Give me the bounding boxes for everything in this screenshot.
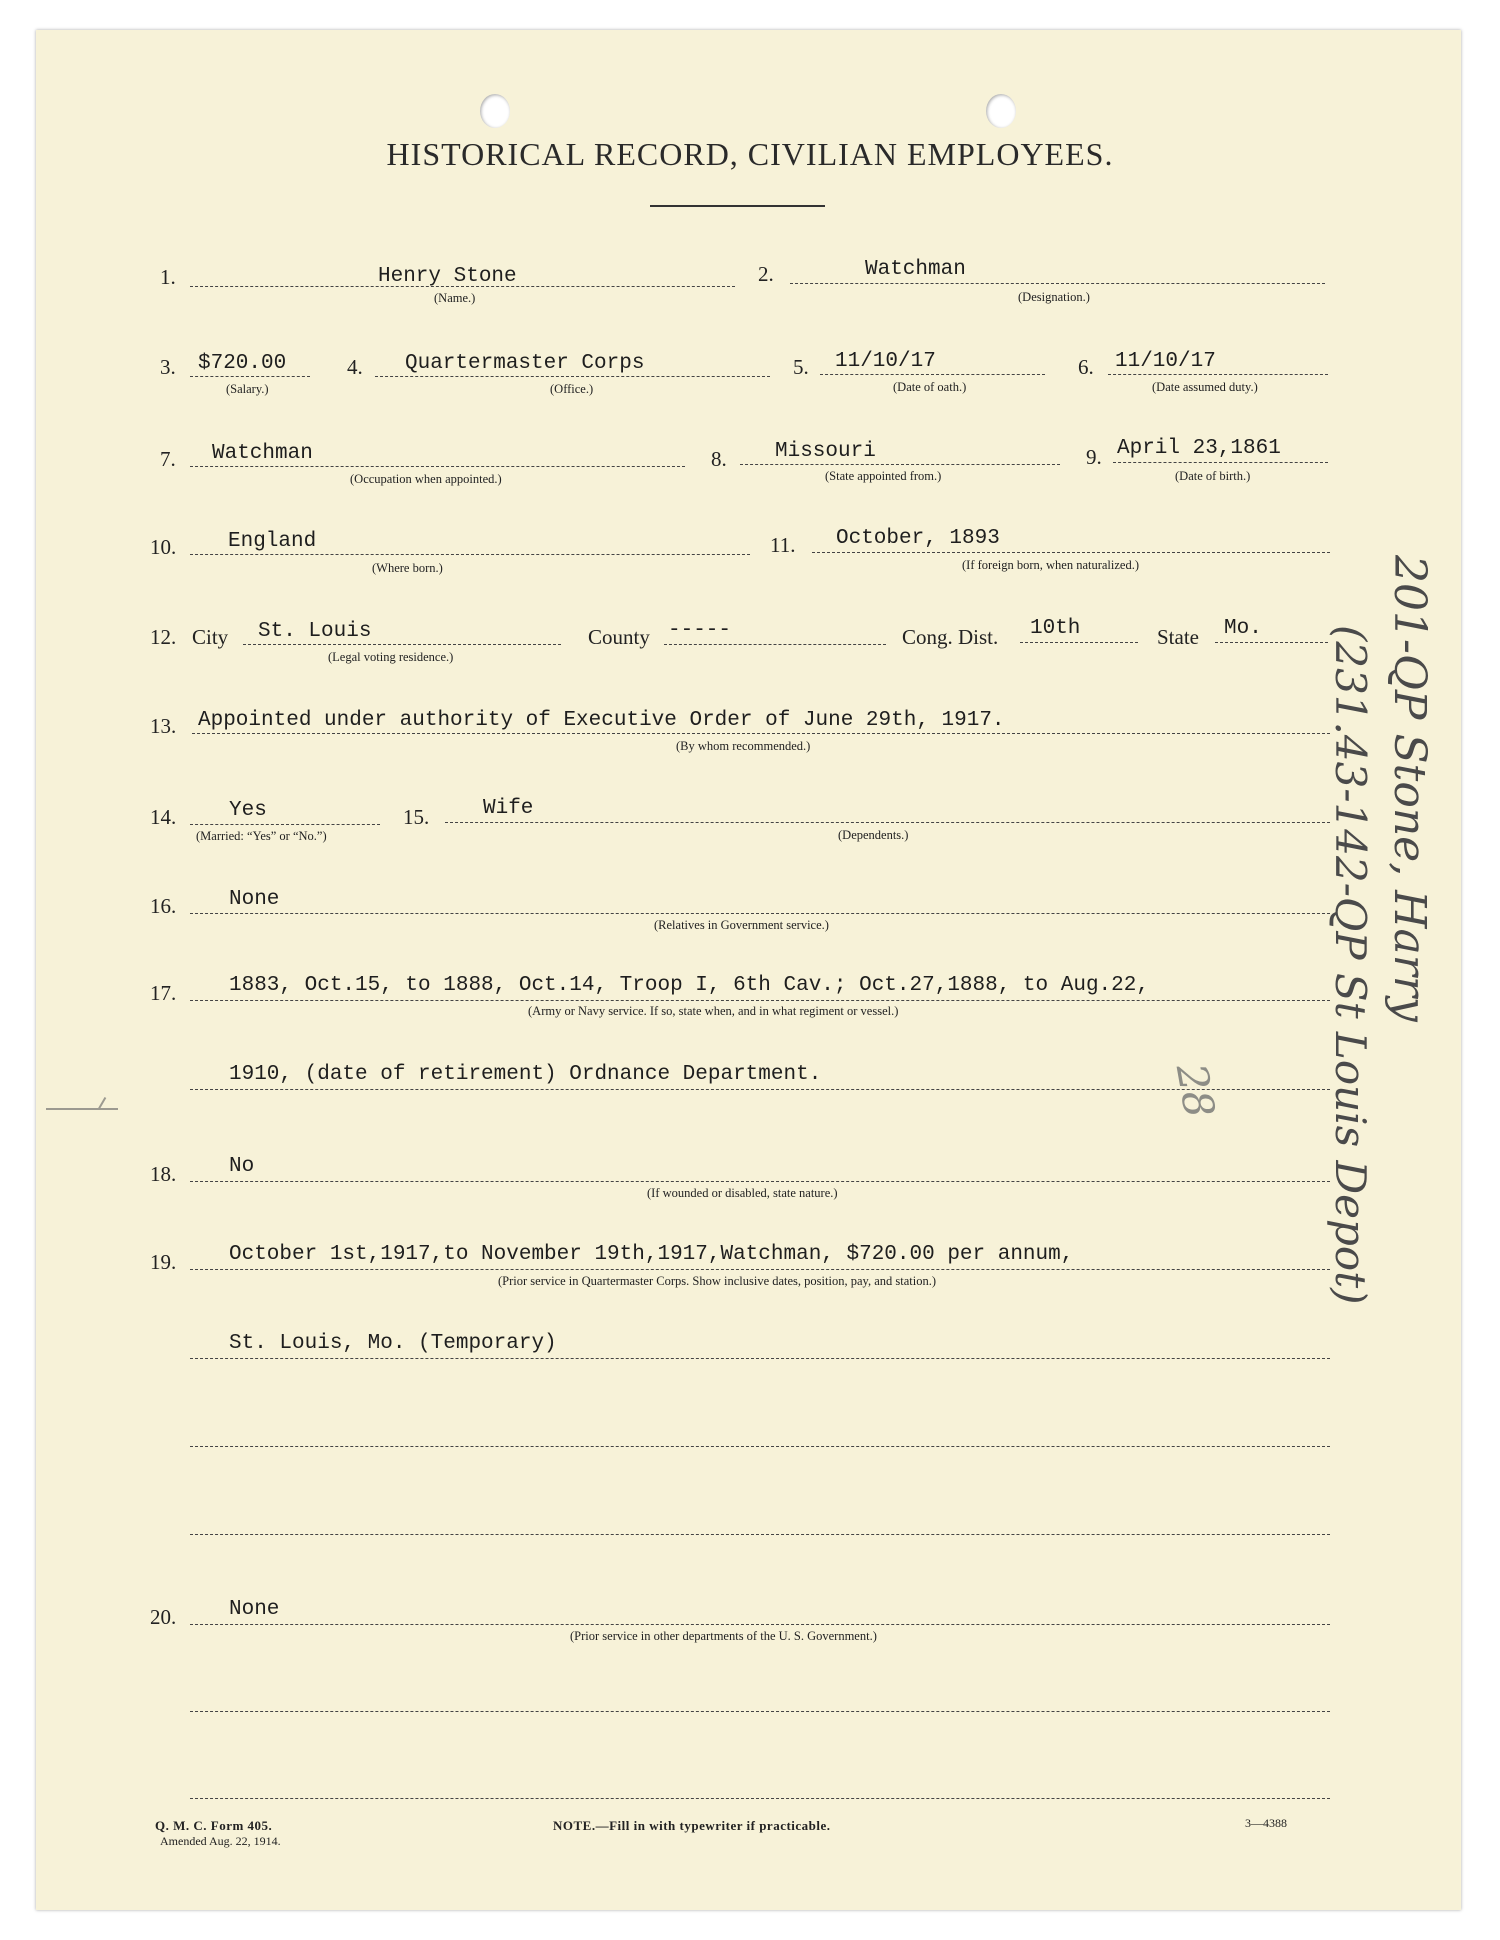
field-18-value: No — [229, 1155, 255, 1178]
field-14-value: Yes — [229, 799, 267, 822]
field-9-number: 9. — [1086, 445, 1102, 469]
field-12-cong-line — [1020, 642, 1138, 643]
field-12-cong-label: Cong. Dist. — [902, 625, 999, 649]
field-16-value: None — [229, 888, 280, 911]
field-4-number: 4. — [347, 355, 363, 379]
field-8-line — [740, 464, 1060, 465]
field-12-caption: (Legal voting residence.) — [328, 650, 454, 664]
punch-hole-right — [986, 94, 1016, 128]
field-8-caption: (State appointed from.) — [825, 469, 942, 483]
field-11-number: 11. — [770, 533, 796, 557]
field-10-line — [190, 554, 750, 555]
field-7-line — [190, 466, 685, 467]
field-6-line — [1108, 374, 1328, 375]
punch-hole-left — [480, 94, 510, 128]
field-18-caption: (If wounded or disabled, state nature.) — [647, 1186, 838, 1200]
field-16-caption: (Relatives in Government service.) — [654, 918, 829, 932]
title-rule — [650, 205, 825, 207]
footer-code: 3—4388 — [1245, 1816, 1287, 1830]
field-17-line-2 — [190, 1089, 1330, 1090]
field-1-caption: (Name.) — [434, 291, 476, 305]
field-19-number: 19. — [150, 1250, 177, 1274]
field-4-caption: (Office.) — [550, 382, 594, 396]
field-3-value: $720.00 — [198, 352, 287, 375]
field-17-number: 17. — [150, 981, 177, 1005]
field-13-caption: (By whom recommended.) — [676, 739, 811, 753]
field-14-line — [190, 824, 380, 825]
field-14-number: 14. — [150, 805, 177, 829]
field-13-value: Appointed under authority of Executive Order of June 29th, 1917. — [198, 709, 1005, 732]
field-11-line — [812, 552, 1330, 553]
field-2-caption: (Designation.) — [1018, 290, 1090, 304]
field-3-number: 3. — [160, 355, 176, 379]
field-1-number: 1. — [160, 265, 176, 289]
field-8-value: Missouri — [775, 440, 876, 463]
field-7-caption: (Occupation when appointed.) — [350, 472, 502, 486]
field-5-line — [820, 374, 1045, 375]
field-13-number: 13. — [150, 714, 177, 738]
field-6-caption: (Date assumed duty.) — [1152, 380, 1258, 394]
field-20-number: 20. — [150, 1605, 177, 1629]
field-19-caption: (Prior service in Quartermaster Corps. Show inclusive dates, position, pay, and station.) — [498, 1274, 936, 1288]
field-19-value: October 1st,1917,to November 19th,1917,Watchman, $720.00 per annum, — [229, 1243, 1074, 1266]
field-14-caption: (Married: “Yes” or “No.”) — [196, 829, 327, 843]
field-3-caption: (Salary.) — [226, 382, 269, 396]
field-6-number: 6. — [1078, 355, 1094, 379]
field-11-value: October, 1893 — [836, 527, 1000, 550]
field-12-state-value: Mo. — [1224, 617, 1262, 640]
field-3-line — [190, 376, 310, 377]
form-sheet — [36, 30, 1461, 1910]
field-9-value: April 23,1861 — [1117, 437, 1281, 460]
field-16-number: 16. — [150, 894, 177, 918]
handwritten-line-2: (231.43-142-QP St Louis Depot) — [1326, 625, 1375, 1305]
field-10-value: England — [228, 530, 317, 553]
field-17-caption: (Army or Navy service. If so, state when, and in what regiment or vessel.) — [528, 1004, 899, 1018]
field-19-value-2: St. Louis, Mo. (Temporary) — [229, 1332, 557, 1355]
footer-amended: Amended Aug. 22, 1914. — [160, 1834, 281, 1848]
field-12-county-value: ----- — [668, 619, 732, 642]
field-4-value: Quartermaster Corps — [405, 352, 645, 375]
field-19-line-4 — [190, 1534, 1330, 1535]
field-7-value: Watchman — [212, 442, 313, 465]
field-19-line-3 — [190, 1446, 1330, 1447]
field-10-caption: (Where born.) — [372, 561, 443, 575]
pencil-note: 28 — [1166, 1060, 1225, 1122]
field-15-number: 15. — [403, 805, 430, 829]
field-5-caption: (Date of oath.) — [893, 380, 967, 394]
footer-form-number: Q. M. C. Form 405. — [155, 1818, 273, 1833]
field-15-line — [445, 822, 1330, 823]
field-12-county-label: County — [588, 625, 650, 649]
footer-note: NOTE.—Fill in with typewriter if practicable. — [553, 1818, 831, 1833]
field-13-line — [192, 733, 1330, 734]
field-11-caption: (If foreign born, when naturalized.) — [962, 558, 1140, 572]
field-19-line — [190, 1269, 1330, 1270]
field-4-line — [375, 376, 770, 377]
field-12-cong-value: 10th — [1030, 617, 1081, 640]
field-20-caption: (Prior service in other departments of the U. S. Government.) — [570, 1629, 877, 1643]
field-12-city-value: St. Louis — [258, 620, 372, 643]
handwritten-line-1: 201-QP Stone, Harry — [1384, 555, 1435, 1022]
field-17-line — [190, 1000, 1330, 1001]
field-2-number: 2. — [758, 262, 774, 286]
field-6-value: 11/10/17 — [1115, 350, 1216, 373]
field-12-city-line — [243, 644, 561, 645]
field-20-line-3 — [190, 1798, 1330, 1799]
field-2-value: Watchman — [865, 258, 966, 281]
field-20-line-2 — [190, 1711, 1330, 1712]
field-2-line — [790, 283, 1325, 284]
field-12-city-label: City — [192, 625, 229, 649]
field-5-number: 5. — [793, 355, 809, 379]
field-15-value: Wife — [483, 797, 534, 820]
field-12-state-line — [1215, 642, 1328, 643]
field-1-value: Henry Stone — [378, 265, 517, 288]
field-8-number: 8. — [711, 447, 727, 471]
field-20-value: None — [229, 1598, 280, 1621]
field-12-county-line — [664, 644, 886, 645]
field-9-caption: (Date of birth.) — [1175, 469, 1251, 483]
field-20-line — [190, 1624, 1330, 1625]
field-17-value-2: 1910, (date of retirement) Ordnance Department. — [229, 1063, 822, 1086]
field-7-number: 7. — [160, 447, 176, 471]
field-17-value: 1883, Oct.15, to 1888, Oct.14, Troop I, 6th Cav.; Oct.27,1888, to Aug.22, — [229, 974, 1149, 997]
field-10-number: 10. — [150, 535, 177, 559]
field-18-number: 18. — [150, 1162, 177, 1186]
field-12-state-label: State — [1157, 625, 1199, 649]
field-16-line — [190, 913, 1330, 914]
form-title: HISTORICAL RECORD, CIVILIAN EMPLOYEES. — [386, 136, 1114, 172]
field-18-line — [190, 1181, 1330, 1182]
field-19-line-2 — [190, 1358, 1330, 1359]
field-5-value: 11/10/17 — [835, 350, 936, 373]
field-12-number: 12. — [150, 625, 177, 649]
field-9-line — [1113, 462, 1328, 463]
field-15-caption: (Dependents.) — [838, 828, 909, 842]
